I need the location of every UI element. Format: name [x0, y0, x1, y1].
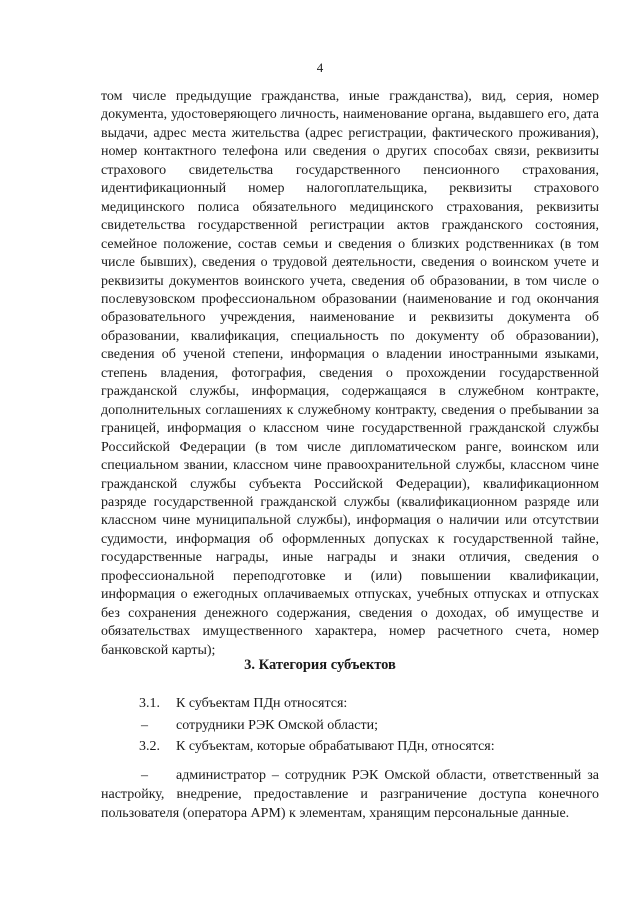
item-dash: –	[141, 768, 148, 783]
item-text: администратор – сотрудник РЭК Омской области, ответственный за настройку, внедрение, предоставление и разграничение доступа конечного пользователя (оператора АРМ) к элементам, хранящим персональные данные.	[101, 768, 599, 822]
item-dash: –	[141, 718, 148, 733]
item-text: К субъектам ПДн относятся:	[176, 696, 348, 711]
item-number: 3.2.	[139, 739, 160, 754]
item-text: сотрудники РЭК Омской области;	[176, 718, 378, 733]
section-heading: 3. Категория субъектов	[244, 657, 396, 673]
page-number: 4	[316, 60, 324, 75]
item-text: К субъектам, которые обрабатывают ПДн, относятся:	[176, 739, 495, 754]
continuation-paragraph: том числе предыдущие гражданства, иные гражданства), вид, серия, номер документа, удостоверяющего личность, наименование органа, выдавшего его, дата выдачи, адрес места жительства (адрес регистрации, фактического проживания), номер контактного телефона или сведения о других способах связи, реквизиты страхового свидетельства государственного пенсионного страхования, идентификационный номер налогоплательщика, реквизиты страхового медицинского полиса обязательного медицинского страхования, реквизиты свидетельства государственной регистрации актов гражданского состояния, семейное положение, состав семьи и сведения о близких родственниках (в том числе бывших), сведения о трудовой деятельности, сведения о воинском учете и реквизиты документов воинского учета, сведения об образовании, в том числе о послевузовском профессиональном образовании (наименование и год окончания образовательного учреждения, наименование и реквизиты документа об образовании, квалификация, специальность по документу об образовании), сведения об ученой степени, информация о владении иностранными языками, степень владения, фотография, сведения о прохождении государственной гражданской службы, информация, содержащаяся в служебном контракте, дополнительных соглашениях к служебному контракту, сведения о пребывании за границей, информация о классном чине государственной гражданской службы Российской Федерации (в том числе дипломатическом ранге, воинском или специальном звании, классном чине правоохранительной службы, классном чине гражданской службы субъекта Российской Федерации), квалификационном разряде государственной гражданской службы (квалификационном разряде или классном чине муниципальной службы), информация о наличии или отсутствии судимости, информация об оформленных допусках к государственной тайне, государственные награды, иные награды и знаки отличия, сведения о профессиональной переподготовке и (или) повышении квалификации, информация о ежегодных оплачиваемых отпусках, учебных отпусках и отпусках без сохранения денежного содержания, сведения о доходах, об имуществе и обязательствах имущественного характера, номер расчетного счета, номер банковской карты);	[101, 89, 599, 658]
item-number: 3.1.	[139, 696, 160, 711]
list-item-dash-administrator	[101, 766, 599, 824]
